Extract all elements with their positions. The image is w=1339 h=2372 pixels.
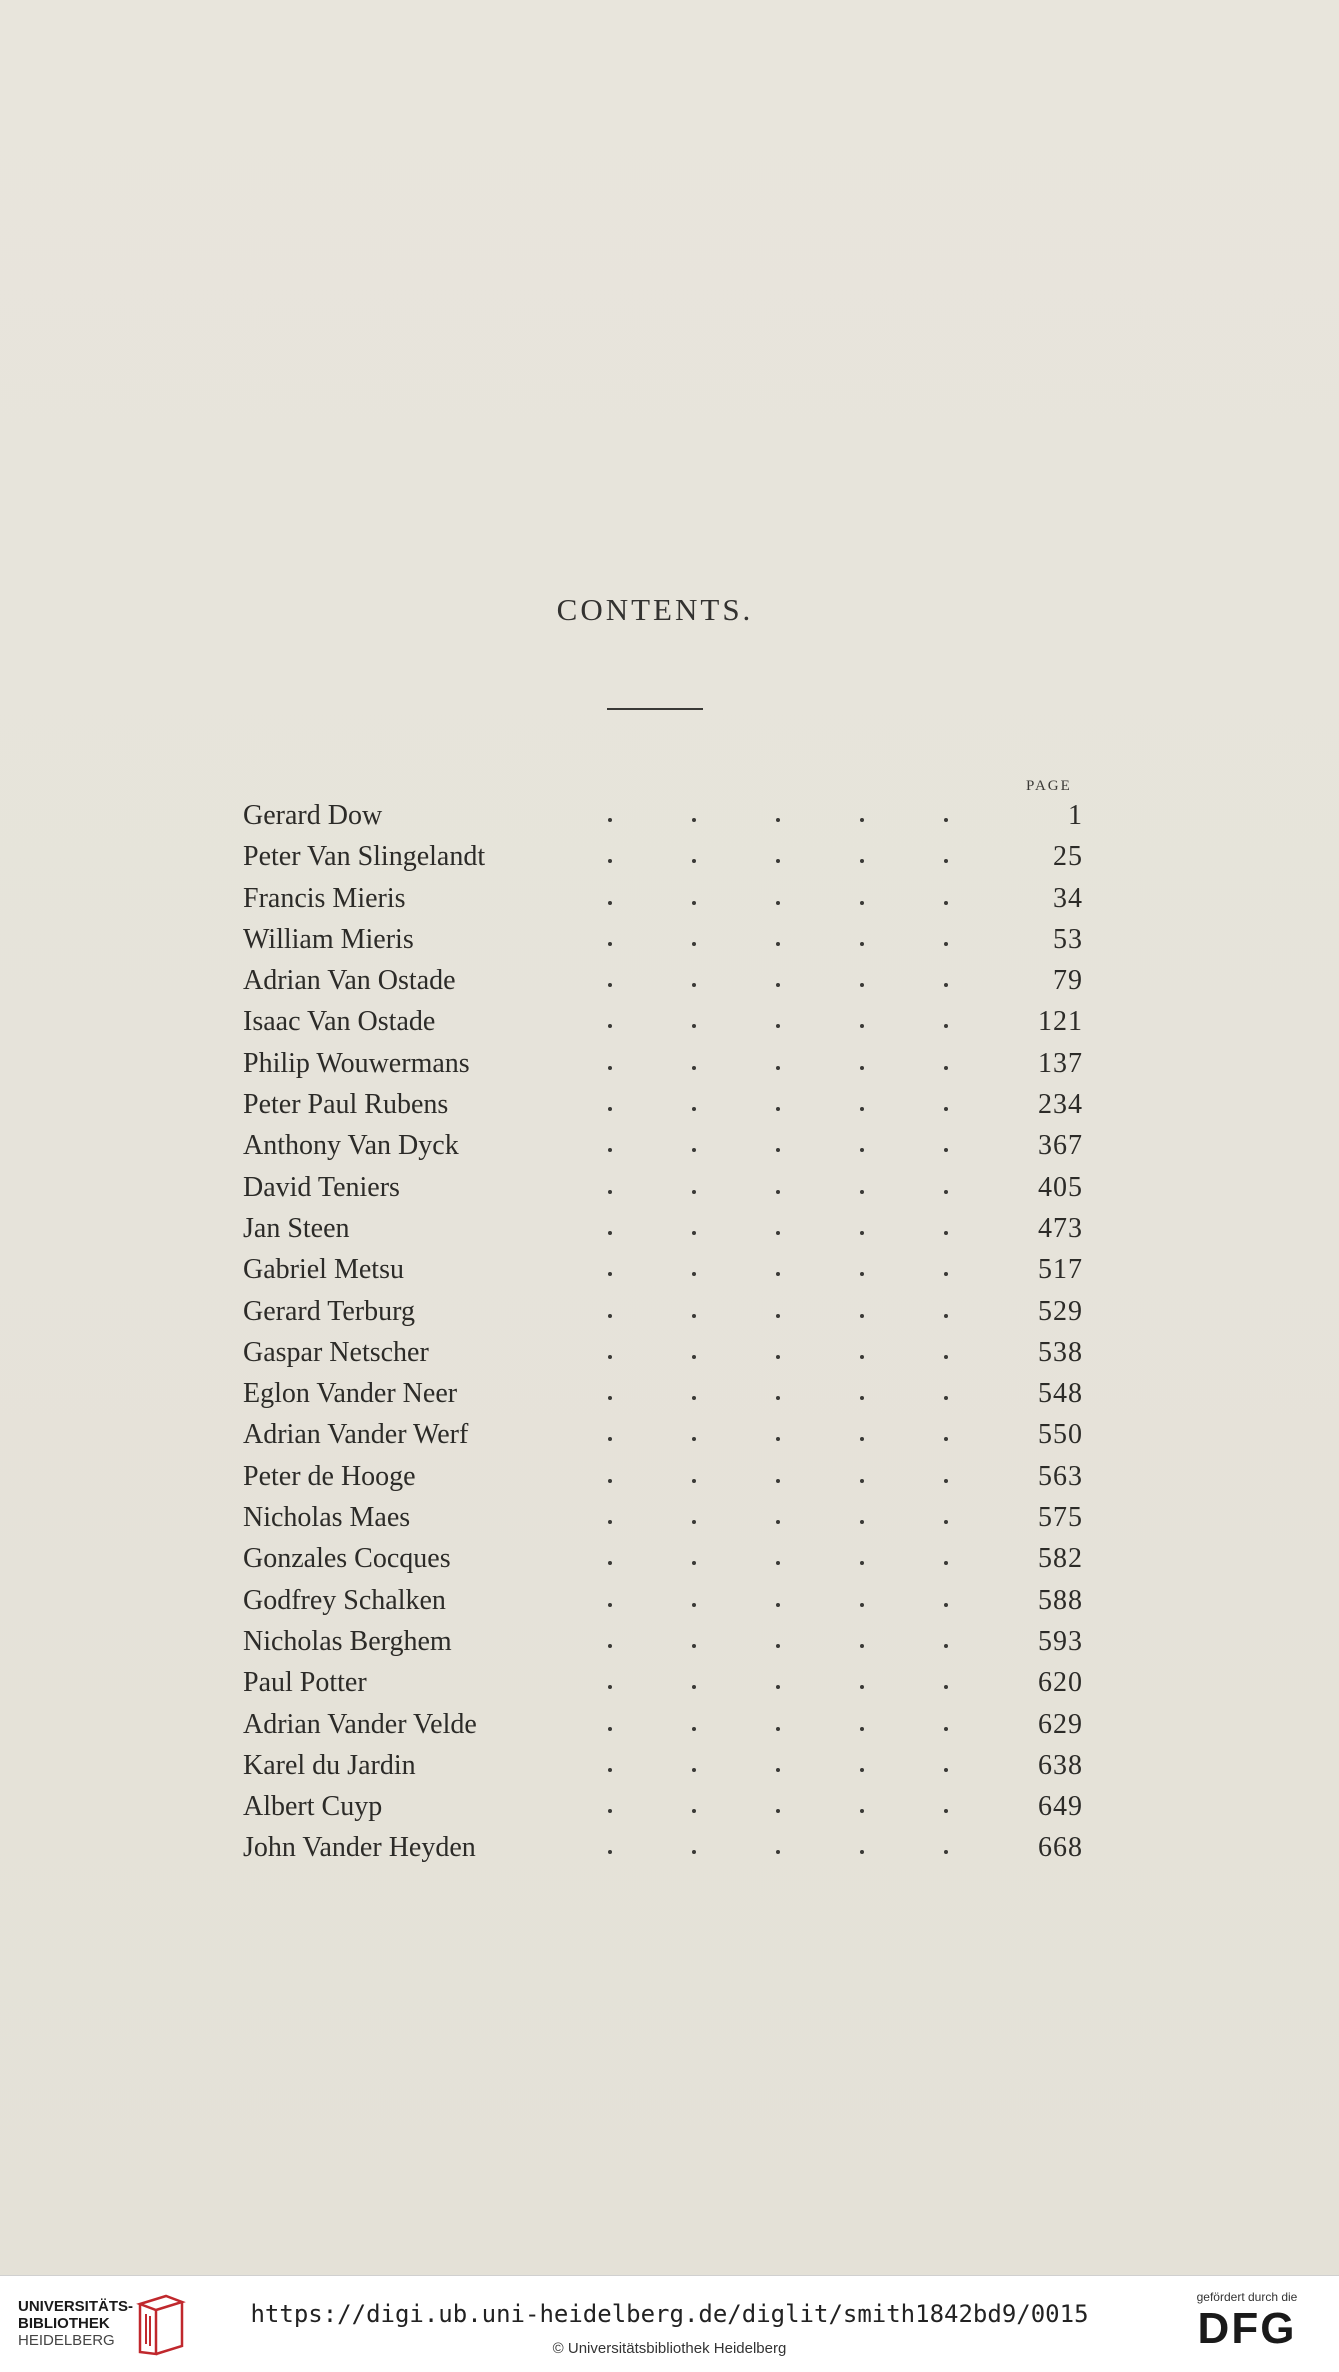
- leader-dot: [944, 1644, 948, 1648]
- entry-name: Nicholas Berghem: [243, 1625, 452, 1657]
- leader-dot: [608, 1231, 612, 1235]
- entry-name: Jan Steen: [243, 1212, 350, 1244]
- leader-dot: [776, 1561, 780, 1565]
- entry-leader-dots: [568, 1786, 988, 1813]
- entry-page-number: 538: [1038, 1336, 1083, 1368]
- entry-name: Isaac Van Ostade: [243, 1006, 436, 1038]
- leader-dot: [608, 1066, 612, 1070]
- leader-dot: [776, 1437, 780, 1441]
- entry-leader-dots: [568, 1538, 988, 1565]
- leader-dot: [860, 1272, 864, 1276]
- leader-dot: [860, 1396, 864, 1400]
- leader-dot: [692, 983, 696, 987]
- leader-dot: [776, 1314, 780, 1318]
- leader-dot: [608, 942, 612, 946]
- leader-dot: [860, 1314, 864, 1318]
- leader-dot: [944, 859, 948, 863]
- leader-dot: [692, 1561, 696, 1565]
- viewer-footer: [0, 2275, 1339, 2372]
- leader-dot: [776, 1107, 780, 1111]
- leader-dot: [776, 859, 780, 863]
- leader-dot: [944, 1396, 948, 1400]
- library-name-line3: HEIDELBERG: [18, 2332, 115, 2349]
- leader-dot: [692, 1024, 696, 1028]
- contents-entry: [243, 1456, 1083, 1497]
- leader-dot: [944, 1148, 948, 1152]
- entry-leader-dots: [568, 1456, 988, 1483]
- entry-page-number: 638: [1038, 1749, 1083, 1781]
- leader-dot: [776, 1190, 780, 1194]
- entry-leader-dots: [568, 878, 988, 905]
- leader-dot: [944, 901, 948, 905]
- entry-leader-dots: [568, 1167, 988, 1194]
- entry-name: Nicholas Maes: [243, 1502, 411, 1534]
- leader-dot: [860, 1107, 864, 1111]
- contents-entry: [243, 1001, 1083, 1042]
- leader-dot: [776, 1727, 780, 1731]
- contents-entry: [243, 1497, 1083, 1538]
- entry-page-number: 593: [1038, 1625, 1083, 1657]
- leader-dot: [692, 1768, 696, 1772]
- leader-dot: [860, 1024, 864, 1028]
- entry-name: Paul Potter: [243, 1667, 367, 1699]
- leader-dot: [692, 1685, 696, 1689]
- leader-dot: [692, 1644, 696, 1648]
- contents-entry: [243, 878, 1083, 919]
- leader-dot: [944, 1685, 948, 1689]
- leader-dot: [860, 1561, 864, 1565]
- entry-leader-dots: [568, 1745, 988, 1772]
- entry-page-number: 25: [1053, 841, 1083, 873]
- leader-dot: [692, 818, 696, 822]
- leader-dot: [776, 1644, 780, 1648]
- leader-dot: [608, 1809, 612, 1813]
- entry-leader-dots: [568, 795, 988, 822]
- leader-dot: [692, 1809, 696, 1813]
- leader-dot: [608, 1272, 612, 1276]
- entry-name: Peter de Hooge: [243, 1460, 416, 1492]
- title-rule: [607, 708, 703, 710]
- leader-dot: [860, 983, 864, 987]
- leader-dot: [944, 1561, 948, 1565]
- entry-page-number: 550: [1038, 1419, 1083, 1451]
- leader-dot: [608, 1190, 612, 1194]
- entry-page-number: 582: [1038, 1543, 1083, 1575]
- leader-dot: [692, 1520, 696, 1524]
- contents-entry: [243, 1704, 1083, 1745]
- entry-page-number: 529: [1038, 1295, 1083, 1327]
- contents-entry: [243, 1332, 1083, 1373]
- entry-page-number: 548: [1038, 1378, 1083, 1410]
- leader-dot: [692, 1437, 696, 1441]
- leader-dot: [692, 1850, 696, 1854]
- entry-page-number: 121: [1038, 1006, 1083, 1038]
- copyright-notice: © Universitätsbibliothek Heidelberg: [552, 2340, 787, 2357]
- leader-dot: [692, 1190, 696, 1194]
- entry-name: Gerard Terburg: [243, 1295, 415, 1327]
- entry-page-number: 234: [1038, 1089, 1083, 1121]
- entry-leader-dots: [568, 1291, 988, 1318]
- leader-dot: [608, 1148, 612, 1152]
- leader-dot: [776, 1231, 780, 1235]
- leader-dot: [860, 1768, 864, 1772]
- entry-name: Gonzales Cocques: [243, 1543, 451, 1575]
- contents-entry: [243, 1373, 1083, 1414]
- leader-dot: [944, 1355, 948, 1359]
- leader-dot: [776, 983, 780, 987]
- entry-name: Gabriel Metsu: [243, 1254, 404, 1286]
- leader-dot: [776, 1850, 780, 1854]
- entry-name: Peter Paul Rubens: [243, 1089, 449, 1121]
- contents-entry: [243, 795, 1083, 836]
- leader-dot: [944, 1107, 948, 1111]
- leader-dot: [608, 1520, 612, 1524]
- contents-entry: [243, 836, 1083, 877]
- entry-leader-dots: [568, 1043, 988, 1070]
- leader-dot: [776, 1024, 780, 1028]
- entry-page-number: 668: [1038, 1832, 1083, 1864]
- leader-dot: [944, 1809, 948, 1813]
- leader-dot: [944, 1727, 948, 1731]
- entry-name: John Vander Heyden: [243, 1832, 476, 1864]
- entry-name: Eglon Vander Neer: [243, 1378, 458, 1410]
- entry-leader-dots: [568, 1001, 988, 1028]
- leader-dot: [608, 1727, 612, 1731]
- entry-page-number: 563: [1038, 1460, 1083, 1492]
- leader-dot: [776, 1479, 780, 1483]
- entry-name: Godfrey Schalken: [243, 1584, 446, 1616]
- entry-leader-dots: [568, 960, 988, 987]
- entry-leader-dots: [568, 1621, 988, 1648]
- entry-leader-dots: [568, 1414, 988, 1441]
- entry-leader-dots: [568, 1125, 988, 1152]
- leader-dot: [776, 1685, 780, 1689]
- leader-dot: [692, 901, 696, 905]
- leader-dot: [608, 1437, 612, 1441]
- contents-entry: [243, 1745, 1083, 1786]
- entry-name: Adrian Vander Velde: [243, 1708, 477, 1740]
- contents-entry: [243, 1043, 1083, 1084]
- leader-dot: [692, 1148, 696, 1152]
- page-title: CONTENTS.: [556, 592, 754, 627]
- entry-page-number: 620: [1038, 1667, 1083, 1699]
- entry-leader-dots: [568, 1249, 988, 1276]
- leader-dot: [692, 1396, 696, 1400]
- leader-dot: [692, 1231, 696, 1235]
- entry-page-number: 137: [1038, 1047, 1083, 1079]
- leader-dot: [860, 1809, 864, 1813]
- leader-dot: [608, 1768, 612, 1772]
- leader-dot: [944, 1024, 948, 1028]
- leader-dot: [608, 1024, 612, 1028]
- contents-entry: [243, 1414, 1083, 1455]
- leader-dot: [608, 1603, 612, 1607]
- entry-leader-dots: [568, 1497, 988, 1524]
- leader-dot: [776, 1148, 780, 1152]
- contents-entry: [243, 1538, 1083, 1579]
- leader-dot: [776, 942, 780, 946]
- leader-dot: [860, 1520, 864, 1524]
- entry-name: Karel du Jardin: [243, 1749, 416, 1781]
- entry-name: Gaspar Netscher: [243, 1336, 429, 1368]
- permalink-url[interactable]: https://digi.ub.uni-heidelberg.de/diglit/smith1842bd9/0015: [250, 2300, 1089, 2328]
- entry-leader-dots: [568, 919, 988, 946]
- leader-dot: [692, 1479, 696, 1483]
- leader-dot: [608, 859, 612, 863]
- leader-dot: [860, 1644, 864, 1648]
- contents-entry: [243, 1249, 1083, 1290]
- entry-page-number: 405: [1038, 1171, 1083, 1203]
- contents-entry: [243, 1291, 1083, 1332]
- contents-entry: [243, 960, 1083, 1001]
- entry-name: Anthony Van Dyck: [243, 1130, 459, 1162]
- leader-dot: [776, 1066, 780, 1070]
- leader-dot: [944, 1190, 948, 1194]
- contents-entry: [243, 1786, 1083, 1827]
- leader-dot: [692, 942, 696, 946]
- funder-logo-text: DFG: [1197, 2304, 1297, 2353]
- leader-dot: [776, 1768, 780, 1772]
- leader-dot: [608, 1396, 612, 1400]
- leader-dot: [860, 1479, 864, 1483]
- entry-name: Adrian Vander Werf: [243, 1419, 469, 1451]
- contents-entry: [243, 1662, 1083, 1703]
- library-name-line1: UNIVERSITÄTS-: [18, 2298, 134, 2315]
- leader-dot: [944, 942, 948, 946]
- entry-leader-dots: [568, 1580, 988, 1607]
- entry-page-number: 575: [1038, 1502, 1083, 1534]
- leader-dot: [860, 1685, 864, 1689]
- leader-dot: [860, 1727, 864, 1731]
- leader-dot: [860, 1190, 864, 1194]
- leader-dot: [608, 983, 612, 987]
- leader-dot: [692, 1314, 696, 1318]
- page-column-heading: PAGE: [1026, 778, 1072, 794]
- leader-dot: [860, 818, 864, 822]
- leader-dot: [860, 1231, 864, 1235]
- leader-dot: [608, 1644, 612, 1648]
- contents-entry: [243, 1167, 1083, 1208]
- leader-dot: [944, 1066, 948, 1070]
- entry-name: Albert Cuyp: [243, 1791, 383, 1823]
- entry-page-number: 367: [1038, 1130, 1083, 1162]
- leader-dot: [860, 942, 864, 946]
- entry-page-number: 649: [1038, 1791, 1083, 1823]
- leader-dot: [692, 1066, 696, 1070]
- leader-dot: [944, 1314, 948, 1318]
- entry-name: Gerard Dow: [243, 800, 383, 831]
- leader-dot: [608, 818, 612, 822]
- leader-dot: [860, 1437, 864, 1441]
- entry-page-number: 588: [1038, 1584, 1083, 1616]
- leader-dot: [776, 818, 780, 822]
- leader-dot: [692, 1107, 696, 1111]
- contents-entry: [243, 1084, 1083, 1125]
- entry-page-number: 473: [1038, 1212, 1083, 1244]
- leader-dot: [944, 1272, 948, 1276]
- contents-entry: [243, 1580, 1083, 1621]
- contents-entry: [243, 919, 1083, 960]
- leader-dot: [692, 1603, 696, 1607]
- entry-leader-dots: [568, 1208, 988, 1235]
- leader-dot: [776, 1272, 780, 1276]
- entry-leader-dots: [568, 1827, 988, 1854]
- entry-name: Peter Van Slingelandt: [243, 841, 486, 873]
- entry-page-number: 53: [1053, 923, 1083, 955]
- leader-dot: [944, 983, 948, 987]
- leader-dot: [692, 1355, 696, 1359]
- leader-dot: [860, 1603, 864, 1607]
- leader-dot: [692, 1727, 696, 1731]
- leader-dot: [944, 1437, 948, 1441]
- entry-name: Francis Mieris: [243, 882, 406, 914]
- leader-dot: [608, 1314, 612, 1318]
- contents-list: [243, 795, 1083, 1869]
- entry-page-number: 629: [1038, 1708, 1083, 1740]
- leader-dot: [776, 1355, 780, 1359]
- entry-name: William Mieris: [243, 923, 414, 955]
- entry-leader-dots: [568, 1332, 988, 1359]
- leader-dot: [776, 1809, 780, 1813]
- entry-page-number: 34: [1053, 882, 1083, 914]
- leader-dot: [608, 1685, 612, 1689]
- leader-dot: [860, 1066, 864, 1070]
- leader-dot: [944, 1603, 948, 1607]
- leader-dot: [776, 1396, 780, 1400]
- library-name-line2: BIBLIOTHEK: [18, 2315, 110, 2332]
- leader-dot: [944, 818, 948, 822]
- entry-name: David Teniers: [243, 1171, 400, 1203]
- leader-dot: [860, 1148, 864, 1152]
- leader-dot: [692, 859, 696, 863]
- leader-dot: [860, 1850, 864, 1854]
- entry-leader-dots: [568, 836, 988, 863]
- leader-dot: [944, 1231, 948, 1235]
- entry-name: Philip Wouwermans: [243, 1047, 470, 1079]
- entry-page-number: 517: [1038, 1254, 1083, 1286]
- funder-logo[interactable]: [1177, 2290, 1317, 2354]
- leader-dot: [860, 1355, 864, 1359]
- leader-dot: [944, 1850, 948, 1854]
- leader-dot: [692, 1272, 696, 1276]
- contents-entry: [243, 1827, 1083, 1868]
- contents-entry: [243, 1208, 1083, 1249]
- leader-dot: [608, 901, 612, 905]
- leader-dot: [776, 901, 780, 905]
- entry-leader-dots: [568, 1704, 988, 1731]
- contents-entry: [243, 1125, 1083, 1166]
- leader-dot: [608, 1850, 612, 1854]
- leader-dot: [860, 901, 864, 905]
- entry-leader-dots: [568, 1084, 988, 1111]
- leader-dot: [776, 1603, 780, 1607]
- leader-dot: [860, 859, 864, 863]
- entry-page-number: 79: [1053, 965, 1083, 997]
- leader-dot: [608, 1479, 612, 1483]
- leader-dot: [608, 1107, 612, 1111]
- entry-page-number: 1: [1068, 800, 1083, 831]
- leader-dot: [608, 1561, 612, 1565]
- entry-leader-dots: [568, 1373, 988, 1400]
- entry-name: Adrian Van Ostade: [243, 965, 456, 997]
- leader-dot: [776, 1520, 780, 1524]
- leader-dot: [944, 1479, 948, 1483]
- leader-dot: [608, 1355, 612, 1359]
- entry-leader-dots: [568, 1662, 988, 1689]
- contents-entry: [243, 1621, 1083, 1662]
- funder-caption: gefördert durch die: [1196, 2290, 1298, 2304]
- leader-dot: [944, 1768, 948, 1772]
- leader-dot: [944, 1520, 948, 1524]
